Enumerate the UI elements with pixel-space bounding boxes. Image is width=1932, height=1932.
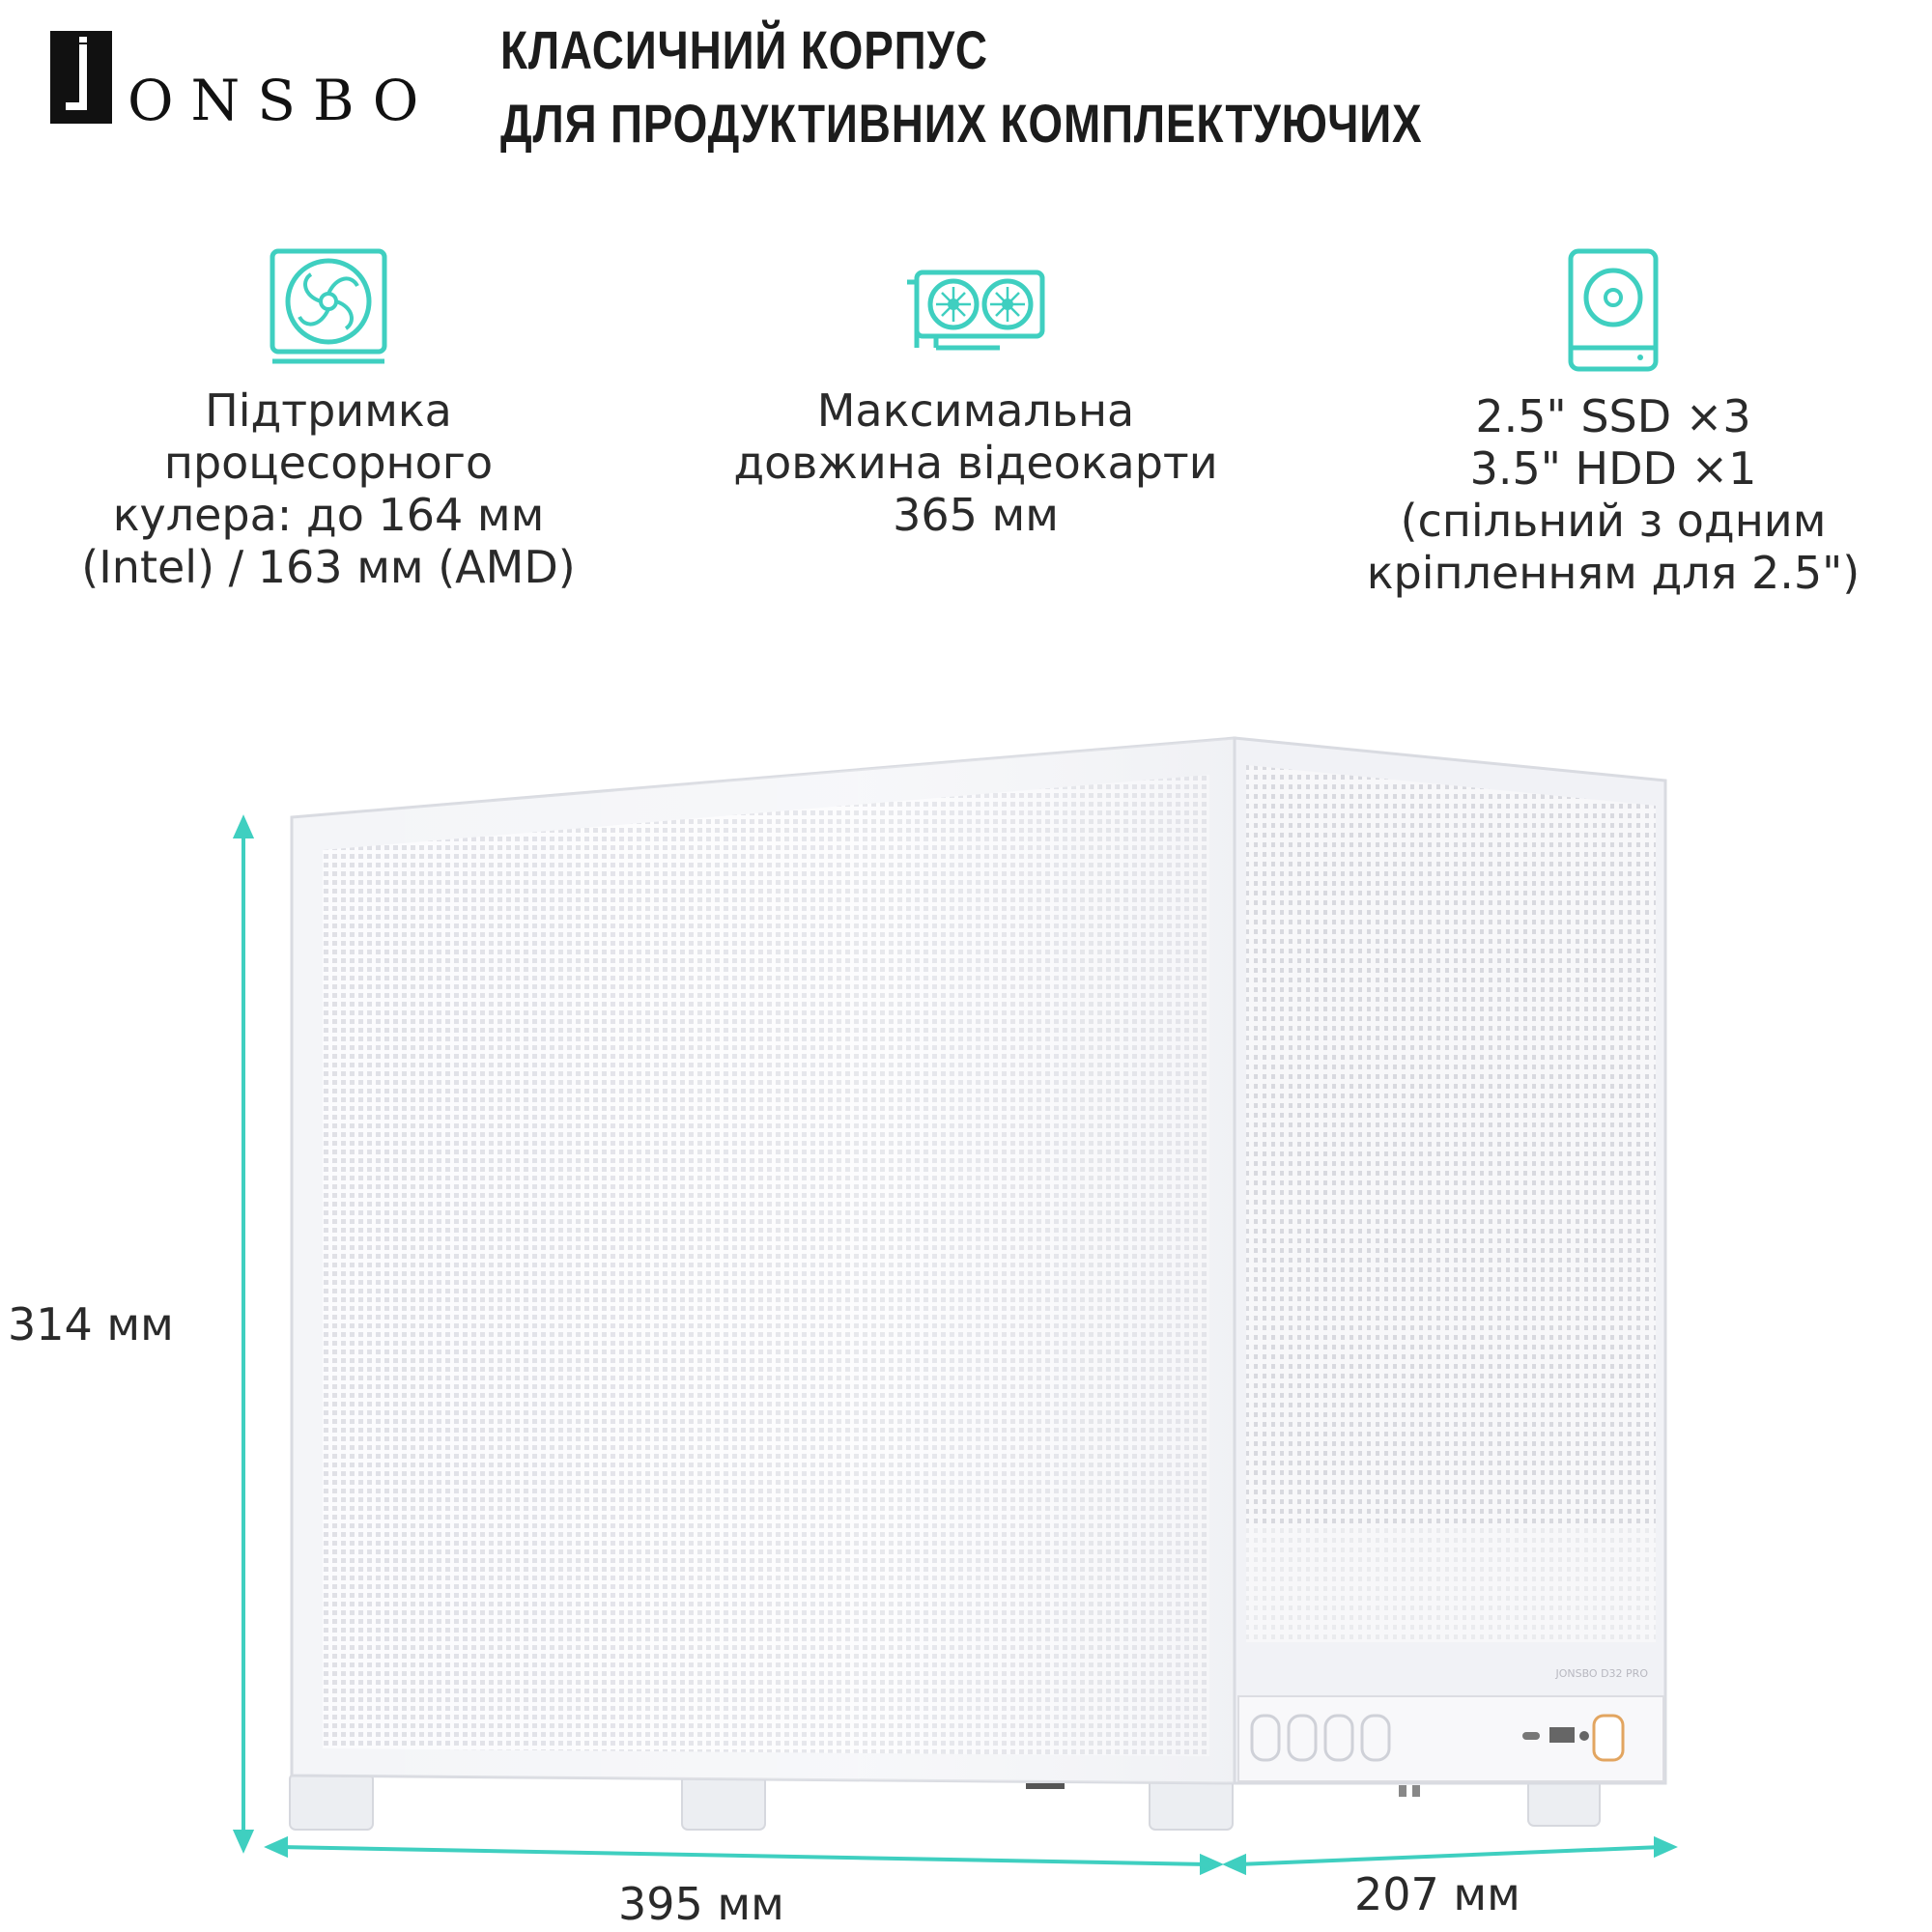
width-dimension-arrow <box>280 1847 1208 1864</box>
case-label: JONSBO D32 PRO <box>1555 1667 1648 1680</box>
audio-jack <box>1579 1731 1589 1741</box>
depth-dimension-label: 207 мм <box>1354 1868 1520 1920</box>
feature-line: кулера: до 164 мм <box>112 489 545 541</box>
headline-line-1: КЛАСИЧНИЙ КОРПУС <box>500 19 988 80</box>
svg-text:ONSBO: ONSBO <box>128 68 437 124</box>
case-side-mesh <box>1246 765 1656 1642</box>
feature-line: (Intel) / 163 мм (AMD) <box>81 541 576 593</box>
feature-line: Максимальна <box>816 384 1135 437</box>
feature-line: 3.5" HDD ×1 <box>1469 442 1757 495</box>
feature-line: (спільний з одним <box>1400 495 1827 547</box>
feature-line: кріпленням для 2.5") <box>1366 547 1861 599</box>
usb-a-port <box>1549 1727 1575 1743</box>
feature-line: процесорного <box>163 437 494 489</box>
depth-dimension-arrow <box>1238 1847 1662 1864</box>
case-foot <box>290 1774 373 1830</box>
power-button <box>1594 1716 1623 1760</box>
feature-line: довжина відеокарти <box>733 437 1218 489</box>
feature-line: Підтримка <box>205 384 452 437</box>
height-dimension-label: 314 мм <box>8 1298 174 1350</box>
case-foot <box>682 1774 765 1830</box>
usb-c-port <box>1522 1732 1540 1740</box>
feature-line: 2.5" SSD ×3 <box>1475 390 1751 442</box>
feature-line: 365 мм <box>893 489 1059 541</box>
headline-line-2: ДЛЯ ПРОДУКТИВНИХ КОМПЛЕКТУЮЧИХ <box>500 93 1423 154</box>
width-dimension-label: 395 мм <box>618 1878 784 1930</box>
